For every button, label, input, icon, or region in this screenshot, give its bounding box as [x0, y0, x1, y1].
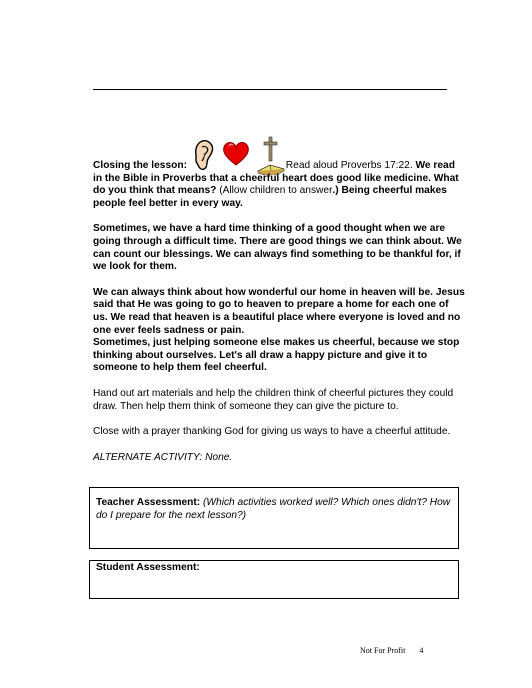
footer-text: Not For Profit: [360, 646, 406, 655]
page-number: 4: [419, 646, 424, 655]
teacher-assessment-label: Teacher Assessment:: [96, 497, 201, 508]
teacher-assessment-question: (Which activities worked well? Which ones didn't? How do I prepare for the next lesson?): [96, 497, 451, 521]
closing-bold-2: .) Being cheerful makes people feel better in every way.: [93, 185, 447, 209]
student-assessment-box[interactable]: [89, 560, 459, 599]
student-assessment-label: Student Assessment:: [96, 562, 200, 573]
header-rule: [93, 89, 447, 90]
paragraph-art: Hand out art materials and help the children think of cheerful pictures they could draw. Then help them think of someone they can give the picture to.: [93, 387, 454, 412]
alternate-activity: ALTERNATE ACTIVITY: None.: [93, 451, 233, 463]
paragraph-helping: Sometimes, just helping someone else makes us cheerful, because we stop thinking about ourselves. Let's all draw a happy picture and give it to someone to help them feel cheerful.: [93, 337, 460, 374]
lesson-content: [93, 160, 465, 477]
page-footer: [360, 646, 423, 655]
closing-bold-1: We read in the Bible in Proverbs that a cheerful heart does good like medicine. What do you think that means?: [93, 160, 459, 197]
closing-label: Closing the lesson:: [93, 160, 187, 171]
paragraph-thankful: Sometimes, we have a hard time thinking of a good thought when we are going through a difficult time. There are good things we can think about. We can count our blessings. We can always find something to be thankful for, if we look for them.: [93, 223, 462, 273]
paragraph-heaven: We can always think about how wonderful our home in heaven will be. Jesus said that He was going to go to heaven to prepare a home for each one of us. We read that heaven is a beautiful place where everyone is loved and no one ever feels sadness or pain.: [93, 286, 465, 336]
read-aloud-text: Read aloud Proverbs 17:22.: [282, 160, 413, 171]
closing-paren: (Allow children to answer: [216, 185, 333, 197]
closing-paragraph: [93, 160, 465, 210]
paragraph-prayer: Close with a prayer thanking God for giving us ways to have a cheerful attitude.: [93, 426, 451, 438]
teacher-assessment-box[interactable]: [89, 487, 459, 549]
